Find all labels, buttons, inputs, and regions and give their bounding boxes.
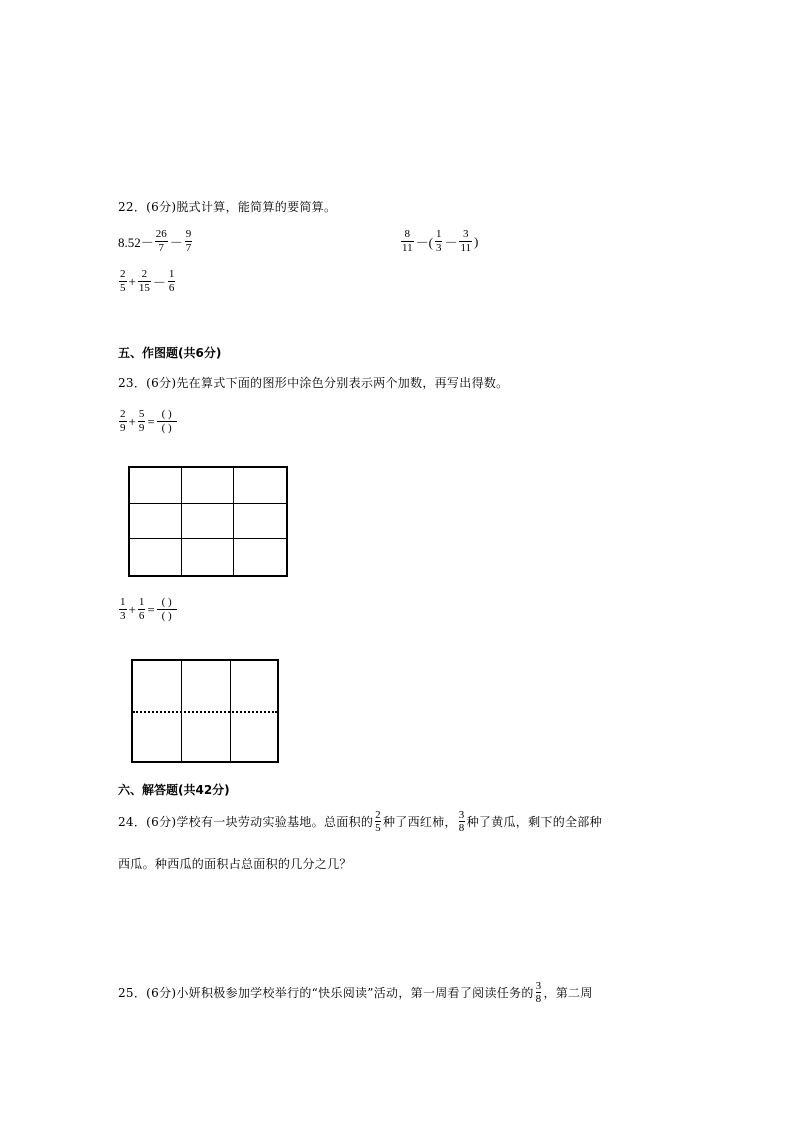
grid-cell[interactable] <box>182 504 234 540</box>
ninths-grid[interactable] <box>128 466 288 577</box>
q23-title: 23．(6分)先在算式下面的图形中涂色分别表示两个加数，再写出得数。 <box>118 376 509 390</box>
section-6-heading: 六、解答题(共42分) <box>118 783 230 797</box>
fraction: $\frac{26}{7}$ <box>155 228 167 254</box>
fraction: $\frac{3}{11}$ <box>460 228 472 254</box>
fraction: $\frac{1}{6}$ <box>138 596 145 622</box>
grid-cell[interactable] <box>182 468 234 504</box>
fraction: $\frac{2}{15}$ <box>138 268 150 294</box>
grid-dashed-divider <box>133 711 277 713</box>
answer-blank[interactable]: $\frac{( )}{( )}$ <box>157 596 177 623</box>
q22-expression-1: 8.52－ $\frac{26}{7}$ － $\frac{9}{7}$ <box>118 228 192 254</box>
q25-line-1: 25．(6分)小妍积极参加学校举行的“快乐阅读”活动，第一周看了阅读任务的 $\frac{3}{8}$ ，第二周 <box>118 980 593 1005</box>
q23-equation-2: $\frac{1}{3}$ + $\frac{1}{6}$ = $\frac{( )}{( )}$ <box>118 596 178 623</box>
q22-title: 22．(6分)脱式计算，能简算的要简算。 <box>118 200 337 214</box>
q22-expression-3: $\frac{2}{5}$ + $\frac{2}{15}$ － $\frac{1}{6}$ <box>120 268 175 294</box>
fraction: $\frac{1}{6}$ <box>168 268 175 294</box>
grid-cell[interactable] <box>234 539 286 575</box>
grid-cell[interactable] <box>130 504 182 540</box>
grid-cell[interactable] <box>234 468 286 504</box>
fraction: $\frac{8}{11}$ <box>402 228 413 254</box>
grid-cell[interactable] <box>130 468 182 504</box>
grid-cell[interactable] <box>234 504 286 540</box>
expr1-lead: 8.52－ <box>118 235 154 250</box>
fraction: $\frac{1}{3}$ <box>120 596 126 622</box>
grid-cell[interactable] <box>182 539 234 575</box>
fraction: $\frac{3}{8}$ <box>535 980 542 1005</box>
q24-line-2: 西瓜。种西瓜的面积占总面积的几分之几？ <box>118 857 352 871</box>
q23-equation-1: $\frac{2}{9}$ + $\frac{5}{9}$ = $\frac{( )}{( )}$ <box>118 408 178 435</box>
fraction: $\frac{3}{8}$ <box>458 809 465 834</box>
q24-line-1: 24．(6分)学校有一块劳动实验基地。总面积的 $\frac{2}{5}$ 种了西红柿， $\frac{3}{8}$ 种了黄瓜，剩下的全部种 <box>118 809 602 834</box>
fraction: $\frac{2}{5}$ <box>375 809 381 834</box>
sixths-grid[interactable] <box>131 659 279 763</box>
answer-blank[interactable]: $\frac{( )}{( )}$ <box>157 408 177 435</box>
fraction: $\frac{1}{3}$ <box>435 228 442 254</box>
q22-expression-2: $\frac{8}{11}$ －( $\frac{1}{3}$ － $\frac{3}{11}$ ) <box>402 228 479 254</box>
section-5-heading: 五、作图题(共6分) <box>118 346 222 360</box>
fraction: $\frac{9}{7}$ <box>185 228 192 254</box>
fraction: $\frac{5}{9}$ <box>138 408 145 434</box>
fraction: $\frac{2}{9}$ <box>120 408 126 434</box>
fraction: $\frac{2}{5}$ <box>120 268 126 294</box>
grid-cell[interactable] <box>130 539 182 575</box>
